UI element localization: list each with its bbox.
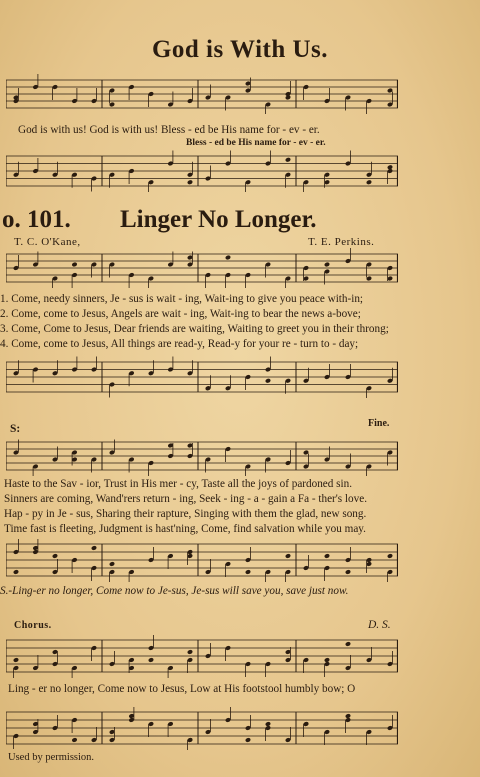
composer-left: T. C. O'Kane, xyxy=(14,236,81,248)
verse-3-line-a: 3. Come, Come to Jesus, Dear friends are waiting, Waiting to greet you in their throng; xyxy=(0,323,389,335)
verse-4-line-b: Time fast is fleeting, Judgment is hast'ning, Come, find salvation while you may. xyxy=(4,523,366,535)
verse-1-line-b: Haste to the Sav - ior, Trust in His mer - cy, Taste all the joys of pardoned sin. xyxy=(4,478,353,490)
music-staff-2 xyxy=(6,150,398,192)
hymn-number: o. 101. xyxy=(2,206,71,233)
verse-2-line-b: Sinners are coming, Wand'rers return - ing, Seek - ing - a - gain a Fa - ther's love. xyxy=(4,493,367,505)
music-staff-4 xyxy=(6,356,398,398)
music-staff-1 xyxy=(6,74,398,114)
music-staff-6 xyxy=(6,538,398,582)
verse-1-line-a: 1. Come, needy sinners, Je - sus is wait - ing, Wait-ing to give you peace with-in; xyxy=(0,293,364,305)
lyric-bass-bless-ed: Bless - ed be His name for - ev - er. xyxy=(186,138,326,148)
verse-4-line-a: 4. Come, come to Jesus, All things are read-y, Read-y for your re - turn to - day; xyxy=(0,338,359,350)
bass-line-lyric: S.-Ling-er no longer, Come now to Je-sus, Je-sus will save you, save just now. xyxy=(0,585,349,597)
music-staff-7 xyxy=(6,634,398,678)
chorus-label: Chorus. xyxy=(14,620,52,631)
chorus-lyric: Ling - er no longer, Come now to Jesus, Low at His footstool humbly bow; O xyxy=(8,683,356,695)
dal-segno-mark: D. S. xyxy=(368,619,391,631)
fine-mark: Fine. xyxy=(368,418,390,429)
song-title-god-is-with-us: God is With Us. xyxy=(151,36,329,63)
verse-3-line-b: Hap - py in Je - sus, Sharing their rapture, Singing with them the glad, new song. xyxy=(4,508,367,520)
music-staff-8 xyxy=(6,706,398,750)
song-title-linger-no-longer: Linger No Longer. xyxy=(120,206,317,233)
segno-sign: S: xyxy=(10,423,21,435)
music-staff-3 xyxy=(6,248,398,288)
verse-2-line-a: 2. Come, come to Jesus, Angels are wait - ing, Wait-ing to bear the news a-bove; xyxy=(0,308,361,320)
music-staff-5 xyxy=(6,436,398,476)
lyric-god-is-with-us: God is with us! God is with us! Bless - ed be His name for - ev - er. xyxy=(18,124,320,136)
footer-permission-text: Used by permission. xyxy=(8,752,95,763)
composer-right: T. E. Perkins. xyxy=(308,236,375,248)
